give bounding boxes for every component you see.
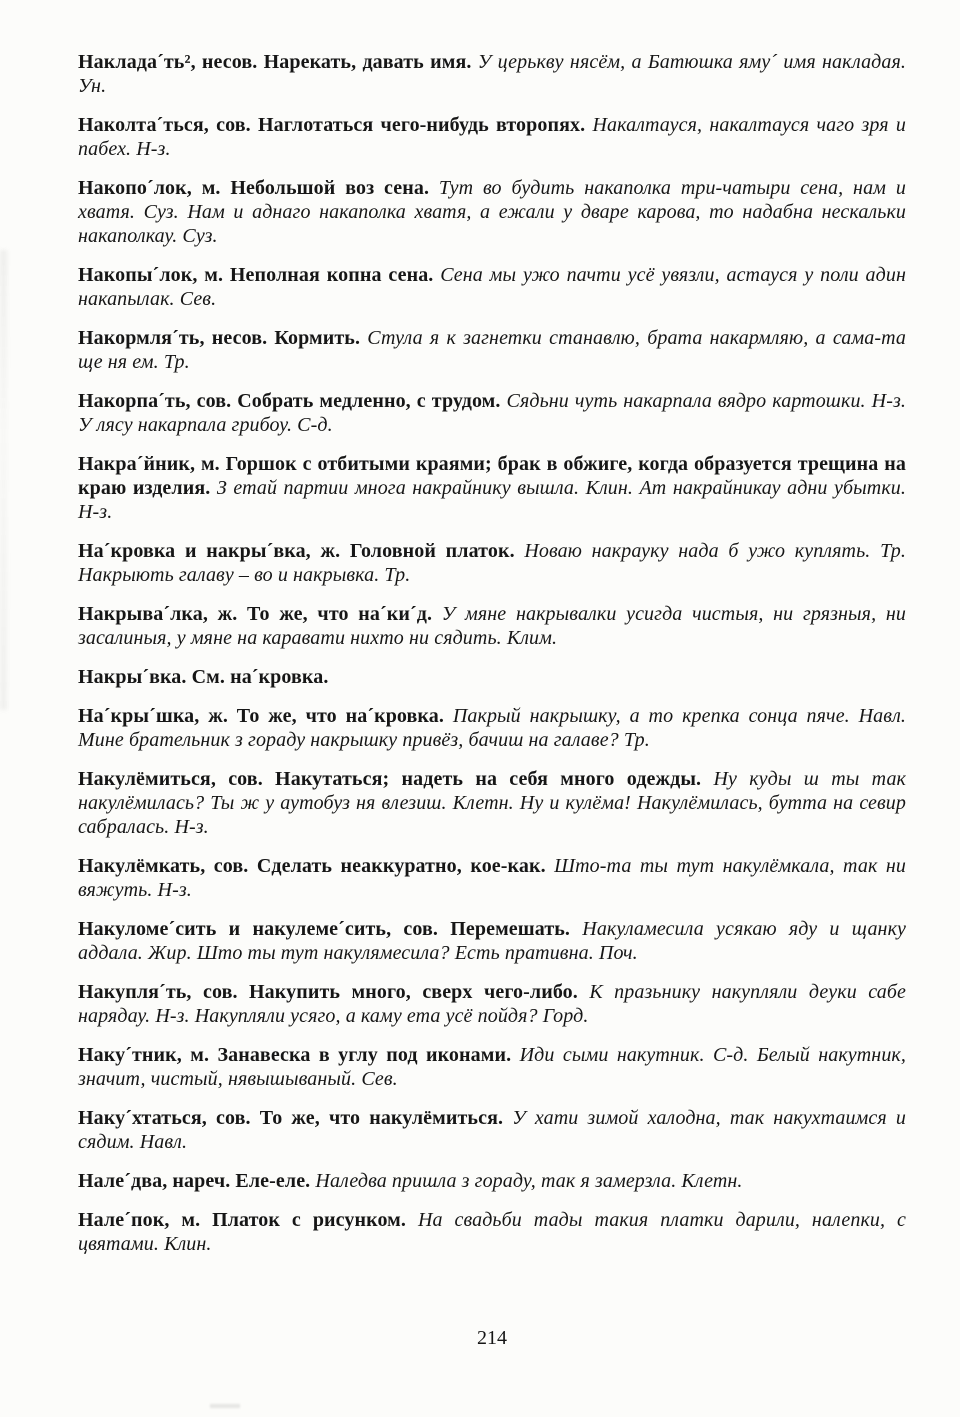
entry-headword: Накупля´ть, сов. Накупить много, сверх чего-либо. xyxy=(78,981,578,1003)
dictionary-entry xyxy=(78,854,906,902)
dictionary-entry xyxy=(78,980,906,1028)
dictionary-entry xyxy=(78,1106,906,1154)
entry-headword: Наклада´ть², несов. Нарекать, давать имя. xyxy=(78,51,472,73)
entry-quote: Стула я к загнетки станавлю, брата накармляю, а сама-та ще ня ем. Тр. xyxy=(78,327,906,373)
entry-quote: Накалтауся, накалтауся чаго зря и пабех. Н-з. xyxy=(78,114,906,160)
scan-artifact xyxy=(210,1404,240,1408)
entry-headword: Наку´тник, м. Занавеска в углу под иконами. xyxy=(78,1044,512,1066)
entry-headword: Наку´хтаться, сов. То же, что накулёмиться. xyxy=(78,1107,504,1129)
dictionary-entry xyxy=(78,389,906,437)
dictionary-entry xyxy=(78,767,906,839)
entry-quote: К празьнику накупляли деуки сабе нарядау. Н-з. Накупляли усяго, а каму ета усё пойдя? Горд. xyxy=(78,981,906,1027)
entry-headword: Накопо´лок, м. Небольшой воз сена. xyxy=(78,177,430,199)
entry-quote: Новаю накрауку нада б ужо куплять. Тр. Накрыють галаву – во и накрывка. Тр. xyxy=(78,540,906,586)
entry-quote: У хати зимой халодна, так накухтаимся и сядим. Навл. xyxy=(78,1107,906,1153)
entry-quote: Сена мы ужо пачти усё увязли, астауся у поли адин накапылак. Сев. xyxy=(78,264,906,310)
entry-quote: Тут во будить накаполка три-чатыри сена, нам и хватя. Суз. Нам и аднаго накаполка хватя, а ежали у дваре карова, то надабна нескальки накаполкау. Суз. xyxy=(78,177,906,247)
page-number: 214 xyxy=(477,1327,507,1349)
entry-headword: Накулёмкать, сов. Сделать неаккуратно, кое-как. xyxy=(78,855,546,877)
entry-headword: Нале´два, нареч. Еле-еле. xyxy=(78,1170,311,1192)
entry-headword: Накулёмиться, сов. Накутаться; надеть на себя много одежды. xyxy=(78,768,702,790)
entry-quote: З етай партии многа накрайнику вышла. Клин. Ат накрайникау адни убытки. Н-з. xyxy=(78,477,906,523)
dictionary-entry xyxy=(78,665,906,689)
dictionary-entry xyxy=(78,1208,906,1256)
entry-headword: Накуломе´сить и накулеме´сить, сов. Перемешать. xyxy=(78,918,571,940)
dictionary-entry xyxy=(78,917,906,965)
dictionary-entry xyxy=(78,50,906,98)
entry-headword: Накра´йник, м. Горшок с отбитыми краями; брак в обжиге, когда образуется трещина на краю изделия. xyxy=(78,453,906,499)
entry-quote: Наледва пришла з гораду, так я замерзла. Клетн. xyxy=(315,1170,743,1192)
entry-quote: Сядьни чуть накарпала вядро картошки. Н-з. У лясу накарпала грибоу. С-д. xyxy=(78,390,906,436)
entry-quote: Ну куды ш ты так накулёмилась? Ты ж у аутобуз ня влезиш. Клетн. Ну и кулёма! Накулёмилась, бутта на севир сабралась. Н-з. xyxy=(78,768,906,838)
dictionary-entry xyxy=(78,452,906,524)
dictionary-entry xyxy=(78,602,906,650)
entry-headword: На´кры´шка, ж. То же, что на´кровка. xyxy=(78,705,444,727)
dictionary-entry xyxy=(78,1169,906,1193)
dictionary-entry xyxy=(78,176,906,248)
entry-headword: Наколта´ться, сов. Наглотаться чего-нибудь второпях. xyxy=(78,114,586,136)
entry-headword: Накрыва´лка, ж. То же, что на´ки´д. xyxy=(78,603,433,625)
entry-headword: На´кровка и накры´вка, ж. Головной платок. xyxy=(78,540,515,562)
entry-quote: Што-та ты тут накулёмкала, так ни вяжуть. Н-з. xyxy=(78,855,906,901)
dictionary-entry xyxy=(78,539,906,587)
entry-quote: На свадьби тады такия платки дарили, налепки, с цвятами. Клин. xyxy=(78,1209,906,1255)
entry-headword: Накорпа´ть, сов. Собрать медленно, с трудом. xyxy=(78,390,501,412)
entry-quote: Иди сыми накутник. С-д. Белый накутник, значит, чистый, нявышываный. Сев. xyxy=(78,1044,906,1090)
entry-quote: У церькву нясём, а Батюшка яму´ имя накладая. Ун. xyxy=(78,51,906,97)
entry-headword: Нале´пок, м. Платок с рисунком. xyxy=(78,1209,407,1231)
scan-artifact xyxy=(0,250,7,710)
entries-column xyxy=(78,50,906,1271)
entry-quote: Накуламесила усякаю яду и щанку аддала. Жир. Што ты тут накулямесила? Есть пративна. Поч. xyxy=(78,918,906,964)
entry-quote: У мяне накрывалки усигда чистыя, ни грязныя, ни засалиныя, у мяне на каравати нихто ни сядить. Клим. xyxy=(78,603,906,649)
entry-quote: Пакрый накрышку, а то крепка сонца пяче. Навл. Мине брательник з гораду накрышку привёз, бачиш на галаве? Тр. xyxy=(78,705,906,751)
entry-headword: Накопы´лок, м. Неполная копна сена. xyxy=(78,264,434,286)
dictionary-entry xyxy=(78,113,906,161)
entry-headword: Накры´вка. См. на´кровка. xyxy=(78,666,329,688)
dictionary-entry xyxy=(78,326,906,374)
dictionary-entry xyxy=(78,263,906,311)
entry-headword: Накормля´ть, несов. Кормить. xyxy=(78,327,361,349)
dictionary-entry xyxy=(78,704,906,752)
dictionary-entry xyxy=(78,1043,906,1091)
